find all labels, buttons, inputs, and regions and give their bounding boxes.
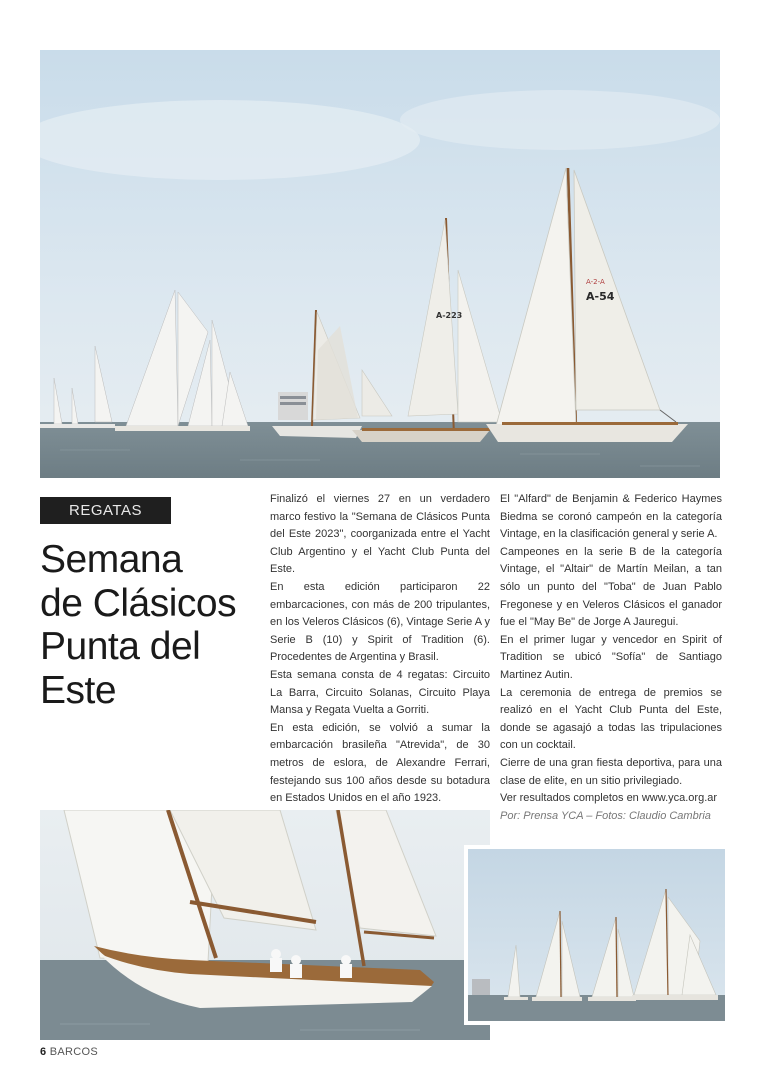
headline-line-2: de Clásicos xyxy=(40,581,237,625)
article-column-2 xyxy=(500,491,722,825)
paragraph: Finalizó el viernes 27 en un verdadero marco festivo la "Semana de Clásicos Punta del Este 2023", coorganizada entre el Yacht Club Argentino y el Yacht Club Punta del Este. xyxy=(270,493,490,576)
headline-line-4: Este xyxy=(40,668,117,712)
fleet-distant-photo xyxy=(464,845,729,1025)
results-link-text: Ver resultados completos en www.yca.org.ar xyxy=(500,792,718,805)
magazine-name: BARCOS xyxy=(49,1046,99,1058)
paragraph: Campeones en la serie B de la categoría Vintage, el "Altair" de Martín Meilan, a tan sólo un punto del "Toba" de Juan Pablo Fregonese y en Veleros Clásicos el ganador fue el "May Be" de Jorge A Jauregui. xyxy=(500,545,722,629)
sail-number-a54: A-54 xyxy=(586,290,615,303)
section-label: REGATAS xyxy=(40,497,171,524)
page-number: 6 xyxy=(40,1046,47,1058)
paragraph: En esta edición participaron 22 embarcaciones, con más de 200 tripulantes, en los Veleros Clásicos (6), Vintage Serie A y Serie B (10) y Spirit of Tradition (6). Procedentes de Argentina y Brasil. xyxy=(270,580,490,664)
page-footer xyxy=(40,1046,98,1058)
paragraph: En esta edición, se volvió a sumar la embarcación brasileña "Atrevida", de 30 metros de eslora, de Alexandre Ferrari, festejando sus 100 años desde su botadura en Estados Unidos en el año 1923. xyxy=(270,721,490,805)
photo-credit: Por: Prensa YCA – Fotos: Claudio Cambria xyxy=(500,809,711,822)
paragraph: Cierre de una gran fiesta deportiva, para una clase de elite, en un sitio privilegiado. xyxy=(500,756,722,787)
hero-regatta-photo xyxy=(40,50,720,478)
paragraph: En el primer lugar y vencedor en Spirit of Tradition se ubicó "Sofía" de Santiago Martinez Autin. xyxy=(500,633,722,681)
yacht-closeup-photo xyxy=(40,810,490,1040)
headline-line-3: Punta del xyxy=(40,625,201,668)
sail-number-a223: A-223 xyxy=(436,311,463,320)
sail-number-a2a: A-2-A xyxy=(586,278,605,286)
article-headline xyxy=(40,538,255,712)
headline-line-1: Semana xyxy=(40,538,183,581)
paragraph: El "Alfard" de Benjamin & Federico Haymes Biedma se coronó campeón en la categoría Vintage, en la clasificación general y serie A. xyxy=(500,493,722,541)
paragraph: Esta semana consta de 4 regatas: Circuito La Barra, Circuito Solanas, Circuito Playa Mansa y Regata Vuelta a Gorriti. xyxy=(270,668,490,717)
article-column-1 xyxy=(270,491,490,808)
paragraph: La ceremonia de entrega de premios se realizó en el Yacht Club Punta del Este, donde se agasajó a todas las tripulaciones con un cocktail. xyxy=(500,686,722,752)
